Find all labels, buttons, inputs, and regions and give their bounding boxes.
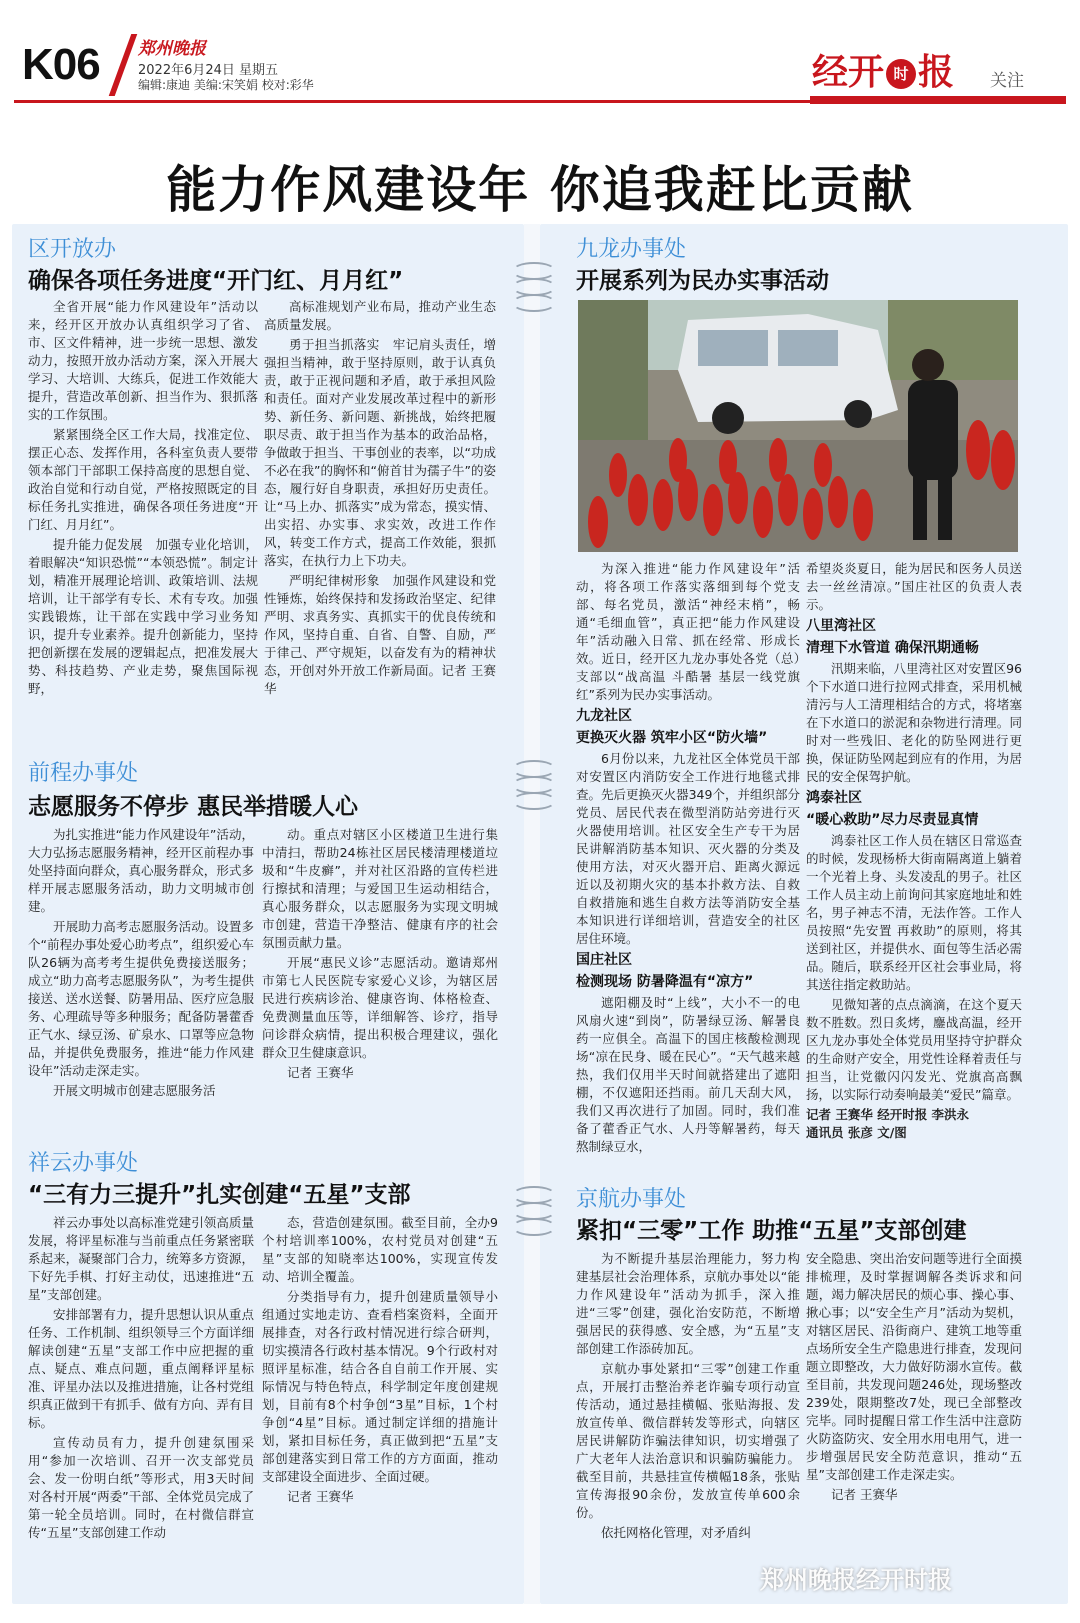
byline: 通讯员 张彦 文/图 [806,1125,907,1140]
byline: 记者 王赛华 [287,1489,354,1504]
section-name-circle: 时 [886,59,916,89]
subsection-heading: 更换灭火器 筑牢小区“防火墙” [576,730,768,746]
header-rule [14,100,1066,103]
section-name [812,44,954,95]
article-column [806,1250,1022,1550]
paragraph: 开展“惠民义诊”志愿活动。邀请郑州市第七人民医院专家爱心义诊，为辖区居民进行疾病诊治、健康咨询、体格检查、免费测量血压等，详细解答、诊疗，指导问诊群众病情，提出积极合理建议，强化群众卫生健康意识。 [262,955,498,1060]
paragraph: 开展助力高考志愿服务活动。设置多个“前程办事处爱心助考点”，组织爱心车队26辆为高考考生提供免费接送服务；成立“助力高考志愿服务队”，为考生提供接送、送水送餐、防暑用品、医疗应急服务、心理疏导等多种服务；配备防暑藿香正气水、绿豆汤、矿泉水、口罩等应急物品，并提供免费服务，推进“能力作风建设年”活动走深走实。 [28,919,254,1078]
byline: 记者 王赛华 [831,1487,898,1502]
binder-ring [512,792,556,810]
photo-illustration [578,300,1018,552]
paragraph: 态，营造创建氛围。截至目前，全办9个村培训率100%，农村党员对创建“五星”支部的知晓率达100%，实现宣传发动、培训全覆盖。 [262,1215,498,1284]
paragraph: 6月份以来，九龙社区全体党员干部对安置区内消防安全工作进行地毯式排查。先后更换灭火器349个，并组织部分党员、居民代表在微型消防站旁进行灭火器使用培训。社区安全生产专干为居民讲解消防基本知识、灭火器的分类及使用方法，对灭火器开启、距离火源远近以及初期火灾的基本扑救方法、自救自救措施和逃生自救方法等消防安全基本知识进行详细培训，营造安全的社区居住环境。 [576,751,800,946]
paragraph: 紧紧围绕全区工作大局，找准定位、摆正心态、发挥作用，各科室负责人要带领本部门干部职工保持高度的思想自觉、政治自觉和行动自觉，严格按照既定的目标任务扎实推进，确保各项任务进度“开门红、月月红”。 [28,427,258,532]
byline: 记者 王赛华 [287,1065,354,1080]
article-dept: 京航办事处 [576,1187,687,1212]
article-title: 紧扣“三零”工作 助推“五星”支部创建 [576,1218,967,1244]
section-name-pre: 经开 [812,52,885,93]
news-photo-fire-extinguishers [578,300,1018,552]
newspaper-logo: 郑州晚报 [138,39,206,59]
subsection-name: 八里湾社区 [806,618,876,634]
paragraph: 汛期来临，八里湾社区对安置区96个下水道口进行拉网式排查，采用机械清污与人工清理相结合的方式，将堵塞在下水道口的淤泥和杂物进行清理。同时对一些残旧、老化的防坠网进行更换，保证防坠网起到应有的作用，为居民的安全保驾护航。 [806,661,1022,784]
binder-spine [524,224,540,1604]
subsection-heading: 清理下水管道 确保汛期通畅 [806,640,979,656]
subsection-heading: 检测现场 防暑降温有“凉方” [576,974,754,990]
paragraph: 动。重点对辖区小区楼道卫生进行集中清扫，帮助24栋社区居民楼清理楼道垃圾和“牛皮癣”，并对社区沿路的宣传栏进行擦拭和清理；与爱国卫生运动相结合，真心服务群众，以志愿服务为实现文明城市创建，营造干净整洁、健康有序的社会氛围贡献力量。 [262,827,498,950]
paragraph: 鸿泰社区工作人员在辖区日常巡查的时候，发现杨桥大街南隔离道上躺着一个光着上身、头发凌乱的男子。社区工作人员主动上前询问其家庭地址和姓名，男子神志不清，无法作答。工作人员按照“先安置 再救助”的原则，将其送到社区，并提供水、面包等生活必需品。随后，联系经开区社会事业局，将其送往指定救助站。 [806,833,1022,992]
article-column [576,1250,800,1550]
paragraph: 严明纪律树形象 加强作风建设和党性锤炼，始终保持和发扬政治坚定、纪律严明、求真务实、真抓实干的优良传统和作风，坚持自重、自省、自警、自励，严于律己、严守规矩，以奋发有为的精神状态，开创对外开放工作新局面。记者 王赛华 [264,573,496,696]
wechat-watermark: 郑州晚报经开时报 [760,1566,952,1594]
article-column [28,1214,254,1540]
paragraph: 祥云办事处以高标准党建引领高质量发展，将评星标准与当前重点任务紧密联系起来，凝聚部门合力，统筹多方资源，下好先手棋、打好主动仗，迅速推进“五星”支部创建。 [28,1215,254,1302]
paragraph: 依托网格化管理，对矛盾纠 [601,1525,752,1540]
paragraph: 宣传动员有力，提升创建氛围采用“参加一次培训、召开一次支部党员会、发一份明白纸”等形式，用3天时间对各村开展“两委”干部、全体党员完成了第一轮全员培训。同时，在村微信群宣传“五星”支部创建工作动 [28,1435,254,1540]
paragraph: 为不断提升基层治理能力，努力构建基层社会治理体系，京航办事处以“能力作风建设年”活动为抓手，深入推进“三零”创建，强化治安防范，不断增强居民的获得感、安全感，为“五星”支部创建工作添砖加瓦。 [576,1251,800,1356]
paragraph: 京航办事处紧扣“三零”创建工作重点，开展打击整治养老诈骗专项行动宣传活动，通过悬挂横幅、张贴海报、发放宣传单、微信群转发等形式，向辖区居民讲解防诈骗法律知识，切实增强了广大老年人法治意识和识骗防骗能力。截至目前，共悬挂宣传横幅18条，张贴宣传海报90余份，发放宣传单600余份。 [576,1361,800,1520]
article-column [28,826,254,1106]
article-column [806,560,1022,1150]
paragraph: 高标准规划产业布局，推动产业生态高质量发展。 [264,299,496,332]
paragraph: 为扎实推进“能力作风建设年”活动，大力弘扬志愿服务精神，经开区前程办事处坚持面向群众，真心服务群众，形式多样开展志愿服务活动，助力文明城市创建。 [28,827,254,914]
section-tag: 关注 [990,71,1024,91]
paragraph: 见微知著的点点滴滴，在这个夏天数不胜数。烈日炙烤，鏖战高温，经开区九龙办事处全体党员用坚持守护群众的生命财产安全，用党性诠释着责任与担当，让党徽闪闪发光、党旗高高飘扬，以实际行动奏响最美“爱民”篇章。 [806,997,1022,1102]
editor-credits: 编辑:康迪 美编:宋笑娟 校对:彩华 [138,78,314,92]
article-column [264,298,496,726]
article-title: 确保各项任务进度“开门红、月月红” [28,268,404,294]
paragraph: 全省开展“能力作风建设年”活动以来，经开区开放办认真组织学习了省、市、区文件精神，进一步统一思想、激发动力，按照开放办活动方案，深入开展大学习、大培训、大练兵，促进工作效能大提升，营造改革创新、担当作为、狠抓落实的工作氛围。 [28,299,258,422]
subsection-heading: “暖心救助”尽力尽责显真情 [806,812,979,828]
article-dept: 区开放办 [28,237,117,262]
article-title: “三有力三提升”扎实创建“五星”支部 [28,1182,411,1208]
subsection-name: 鸿泰社区 [806,790,862,806]
article-column [262,1214,498,1532]
paragraph: 安排部署有力，提升思想认识从重点任务、工作机制、组织领导三个方面详细解读创建“五星”支部工作中应把握的重点、疑点、难点问题，重点阐释评星标准、评星办法以及推进措施，让各村党组织真正做到干有抓手、做有方向、弄有目标。 [28,1307,254,1430]
subsection-name: 国庄社区 [576,952,632,968]
paragraph: 提升能力促发展 加强专业化培训，着眼解决“知识恐慌”“本领恐慌”。制定计划，精准开展理论培训、政策培训、法规培训，让干部学有专长、术有专攻。加强实践锻炼，让干部在实践中学习业务知识，提升专业素养。提升创新能力，坚持把创新摆在发展的逻辑起点，把准发展大势、科技趋势、产业走势，聚焦国际视野， [28,537,258,696]
paragraph: 遮阳棚及时“上线”，大小不一的电风扇火速“到岗”，防暑绿豆汤、解暑良药一应俱全。高温下的国庄核酸检测现场“凉在民身、暖在民心”。“天气越来越热，我们仅用半天时间就搭建出了遮阳棚，不仅遮阳还挡雨。前几天刮大风，我们又再次进行了加固。同时，我们准备了藿香正气水、人丹等解暑药，每天熬制绿豆水， [576,995,800,1154]
section-name-post: 报 [918,52,955,93]
page-number: K06 [22,40,100,89]
article-column [28,298,258,726]
byline: 记者 王赛华 经开时报 李洪永 [806,1107,970,1122]
article-dept: 前程办事处 [28,761,139,786]
issue-date: 2022年6月24日 星期五 [138,63,279,78]
binder-ring [512,1218,556,1236]
paragraph: 为深入推进“能力作风建设年”活动，将各项工作落实落细到每个党支部、每名党员，激活“神经末梢”，畅通“毛细血管”，真正把“能力作风建设年”活动融入日常、抓在经常、形成长效。近日，经开区九龙办事处各党（总）支部以“战高温 斗酷暑 基层一线党旗红”系列为民办实事活动。 [576,561,800,702]
article-title: 开展系列为民办实事活动 [576,268,829,294]
paragraph: 分类指导有力，提升创建质量领导小组通过实地走访、查看档案资料，全面开展排查，对各行政村情况进行综合研判，切实摸清各行政村基本情况。9个行政村对照评星标准，结合各自自前工作开展、实际情况与特色特点，科学制定年度创建规划，目前有8个村争创“3星”目标，1个村争创“4星”目标。通过制定详细的措施计划，紧扣目标任务，真正做到把“五星”支部创建落实到日常工作的方方面面，推动支部建设全面进步、全面过硬。 [262,1289,498,1484]
binder-ring [512,294,556,312]
paragraph: 安全隐患、突出治安问题等进行全面摸排梳理，及时掌握调解各类诉求和问题，竭力解决居民的烦心事、操心事、揪心事；以“安全生产月”活动为契机，对辖区居民、沿街商户、建筑工地等重点场所安全生产隐患进行排查，发现问题立即整改，大力做好防溺水宣传。截至目前，共发现问题246处，现场整改239处，限期整改7处，现已全部整改完毕。同时提醒日常工作生活中注意防火防盗防灾、安全用水用电用气，进一步增强居民安全防范意识，推动“五星”支部创建工作走深走实。 [806,1251,1022,1482]
page-headline: 能力作风建设年 你追我赶比贡献 [166,161,914,219]
article-title: 志愿服务不停步 惠民举措暖人心 [28,794,359,820]
subsection-name: 九龙社区 [576,708,632,724]
paragraph: 开展文明城市创建志愿服务活 [53,1083,216,1098]
article-column [262,826,498,1106]
paragraph: 希望炎炎夏日，能为居民和医务人员送去一丝丝清凉。”国庄社区的负责人表示。 [806,561,1022,612]
article-dept: 九龙办事处 [576,237,687,262]
article-dept: 祥云办事处 [28,1151,139,1176]
header-slash-decoration [109,34,138,96]
paragraph: 勇于担当抓落实 牢记肩头责任，增强担当精神，敢于坚持原则，敢于认真负责，敢于正视问题和矛盾，敢于承担风险和责任。面对产业发展改革过程中的新形势、新任务、新问题、新挑战，始终把履职尽责、敢于担当作为基本的政治品格，争做敢于担当、干事创业的表率，以“功成不必在我”的胸怀和“俯首甘为孺子牛”的姿态，履行好自身职责，承担好历史责任。让“马上办、抓落实”成为常态，摸实情、出实招、办实事、求实效，改进工作作风，转变工作方式，提高工作效能，狠抓落实，在执行力上下功夫。 [264,337,496,568]
